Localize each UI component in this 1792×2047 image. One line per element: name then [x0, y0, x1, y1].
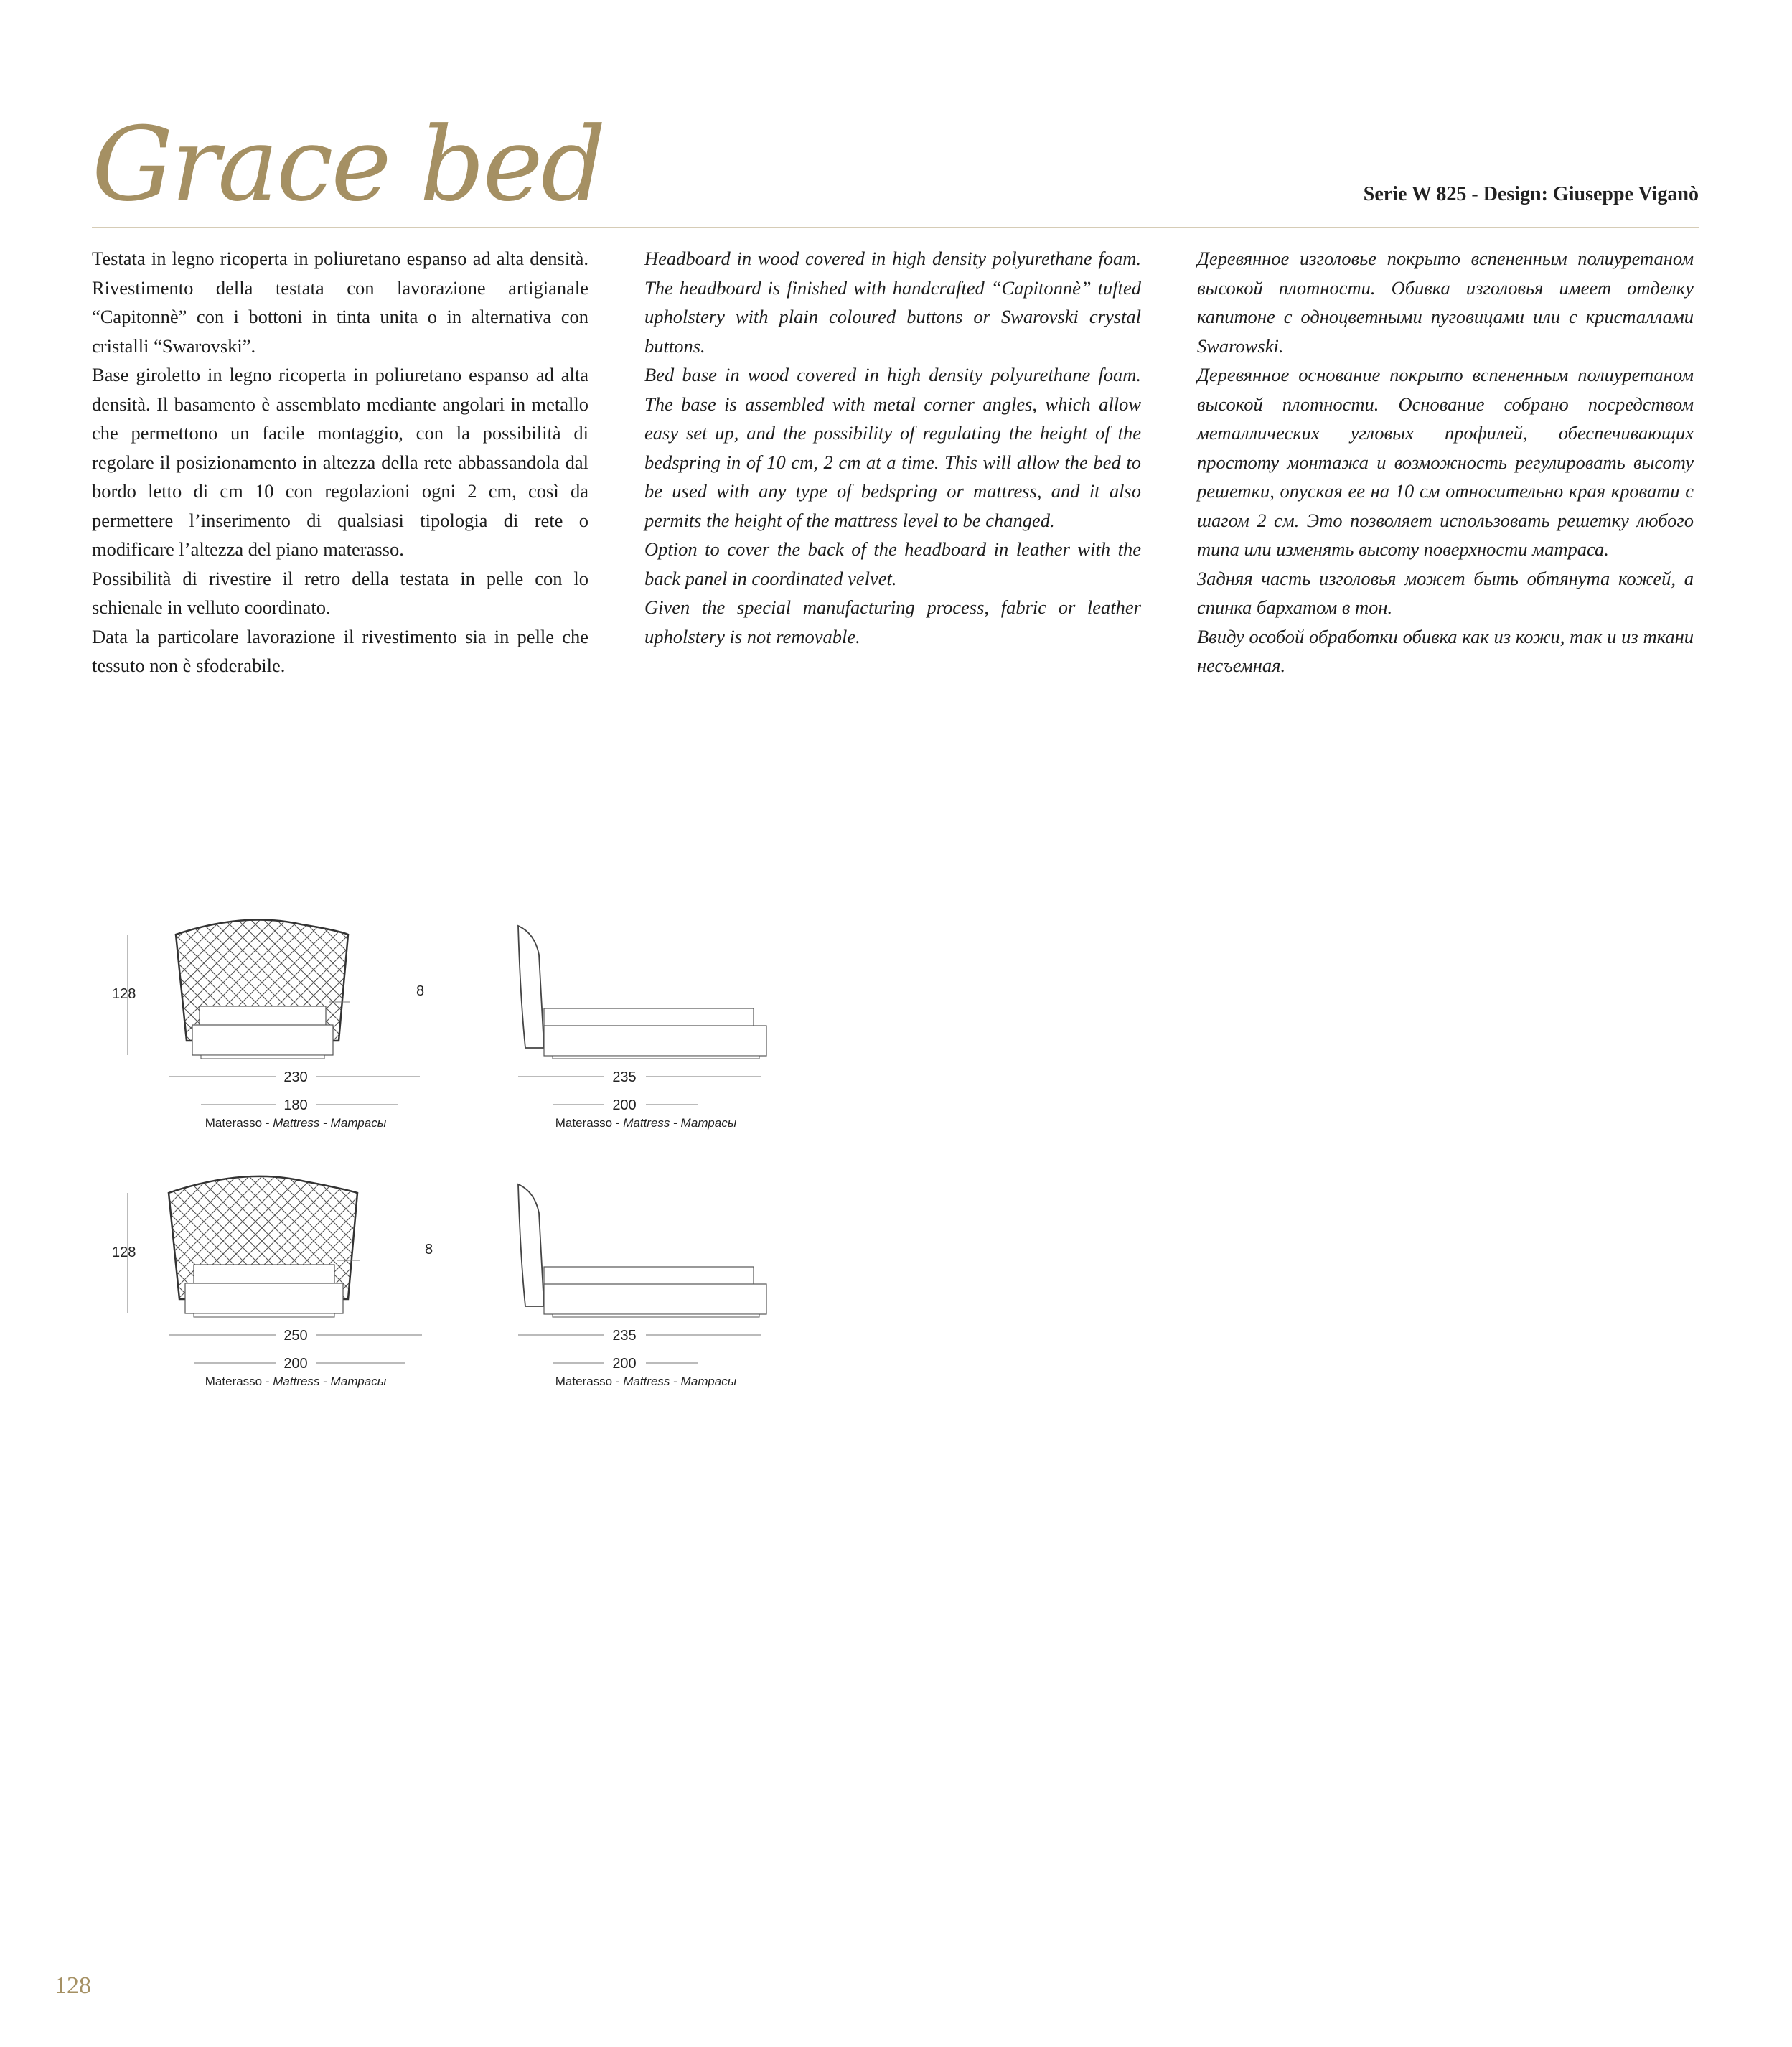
- paragraph: Data la particolare lavorazione il rivestimento sia in pelle che tessuto non è sfoderabile.: [92, 625, 588, 676]
- side-view-drawing: [518, 926, 766, 1105]
- paragraph: Деревянное основание покрыто вспененным полиуретаном высокой плотности. Основание собрано посредством металлических угловых профилей, обеспечивающих простоту монтажа и возможность регулировать высоту решетки, опуская ее на 10 см относительно края кровати с шагом 2 см. Это позволяет использовать решетку любого типа или изменять высоту поверхности матраса.: [1197, 364, 1694, 560]
- paragraph: Headboard in wood covered in high density polyurethane foam. The headboard is finished with handcrafted “Capitonnè” tufted upholstery with plain coloured buttons or Swarovski crystal buttons.: [644, 248, 1141, 357]
- mattress-caption-sep: -: [670, 1116, 681, 1130]
- bed-base-shape: [185, 1283, 343, 1313]
- bed-base-shape: [544, 1026, 766, 1056]
- paragraph: Base giroletto in legno ricoperta in poliuretano espanso ad alta densità. Il basamento è assemblato mediante angolari in metallo che permettono un facile montaggio, con la possibilità di regolare il posizionamento in altezza della rete abbassandola dal bordo letto di cm 10 con regolazioni ogni 2 cm, così da permettere l’inserimento di qualsiasi tipologia di rete o modificare l’altezza del piano materasso.: [92, 364, 588, 560]
- paragraph: Given the special manufacturing process, fabric or leather upholstery is not removable.: [644, 596, 1141, 647]
- thickness-label: 8: [416, 983, 425, 999]
- paragraph: Деревянное изголовье покрыто вспененным полиуретаном высокой плотности. Обивка изголовья имеет отделку капитоне с одноцветными пуговицами или с кристаллами Swarowski.: [1197, 248, 1694, 357]
- mattress-caption-it: Materasso -: [555, 1116, 624, 1130]
- bed-foot-shape: [194, 1313, 334, 1317]
- english-description: [644, 244, 1141, 651]
- thickness-label: 8: [425, 1242, 433, 1257]
- italian-description: [92, 244, 588, 680]
- russian-description: [1197, 244, 1694, 680]
- headboard-profile: [518, 926, 544, 1048]
- mattress-width-label: 200: [283, 1356, 308, 1372]
- bed-foot-shape: [201, 1055, 324, 1059]
- mattress-shape: [544, 1267, 754, 1285]
- bed-foot-shape: [553, 1056, 759, 1059]
- length-label: 235: [612, 1069, 637, 1085]
- mattress-caption-ru: Матрасы: [330, 1116, 387, 1130]
- mattress-caption-sep: -: [319, 1116, 331, 1130]
- mattress-caption-it: Materasso -: [555, 1374, 624, 1388]
- mattress-length-label: 200: [612, 1356, 637, 1372]
- mattress-shape: [200, 1006, 326, 1026]
- mattress-caption-ru: Матрасы: [330, 1374, 387, 1388]
- page-title: Grace bed: [92, 106, 604, 224]
- mattress-caption-en: Mattress: [623, 1116, 670, 1130]
- mattress-shape: [194, 1265, 334, 1285]
- bed-base-shape: [544, 1284, 766, 1314]
- paragraph: Bed base in wood covered in high density polyurethane foam. The base is assembled with metal corner angles, which allow easy set up, and the possibility of regulating the height of the bedspring in of 10 cm, 2 cm at a time. This will allow the bed to be used with any type of bedspring or mattress, and it also permits the height of the mattress level to be changed.: [644, 364, 1141, 531]
- front-view-drawing: [128, 920, 420, 1105]
- mattress-caption-sep: -: [319, 1374, 331, 1388]
- mattress-caption: [555, 1374, 737, 1388]
- mattress-caption-en: Mattress: [273, 1116, 320, 1130]
- mattress-caption-ru: Матрасы: [680, 1116, 737, 1130]
- page-number: 128: [55, 1972, 91, 1999]
- technical-drawings: [100, 912, 789, 1400]
- mattress-caption-it: Materasso -: [205, 1116, 273, 1130]
- paragraph: Testata in legno ricoperta in poliuretano espanso ad alta densità. Rivestimento della testata con lavorazione artigianale “Capitonnè” con i bottoni in tinta unita o in alternativa con cristalli “Swarovski”.: [92, 248, 588, 357]
- mattress-caption-it: Materasso -: [205, 1374, 273, 1388]
- mattress-caption: [205, 1116, 387, 1130]
- height-label: 128: [112, 986, 136, 1002]
- series-designer-label: Serie W 825 - Design: Giuseppe Viganò: [1363, 183, 1699, 205]
- height-label: 128: [112, 1245, 136, 1260]
- width-label: 230: [283, 1069, 308, 1085]
- paragraph: Option to cover the back of the headboard in leather with the back panel in coordinated velvet.: [644, 538, 1141, 589]
- side-view-drawing: [518, 1184, 766, 1363]
- headboard-profile: [518, 1184, 544, 1306]
- mattress-caption: [205, 1374, 387, 1388]
- mattress-caption-sep: -: [670, 1374, 681, 1388]
- front-view-drawing: [128, 1176, 422, 1363]
- width-label: 250: [283, 1328, 308, 1344]
- mattress-caption-ru: Матрасы: [680, 1374, 737, 1388]
- header-divider: [92, 227, 1699, 228]
- mattress-caption: [555, 1116, 737, 1130]
- length-label: 235: [612, 1328, 637, 1344]
- paragraph: Possibilità di rivestire il retro della testata in pelle con lo schienale in velluto coordinato.: [92, 567, 588, 618]
- bed-base-shape: [192, 1025, 333, 1055]
- mattress-width-label: 180: [283, 1097, 308, 1113]
- mattress-length-label: 200: [612, 1097, 637, 1113]
- mattress-caption-en: Mattress: [623, 1374, 670, 1388]
- bed-foot-shape: [553, 1314, 759, 1317]
- paragraph: Ввиду особой обработки обивка как из кожи, так и из ткани несъемная.: [1197, 625, 1694, 676]
- paragraph: Задняя часть изголовья может быть обтянута кожей, а спинка бархатом в тон.: [1197, 567, 1694, 618]
- mattress-caption-en: Mattress: [273, 1374, 320, 1388]
- mattress-shape: [544, 1008, 754, 1027]
